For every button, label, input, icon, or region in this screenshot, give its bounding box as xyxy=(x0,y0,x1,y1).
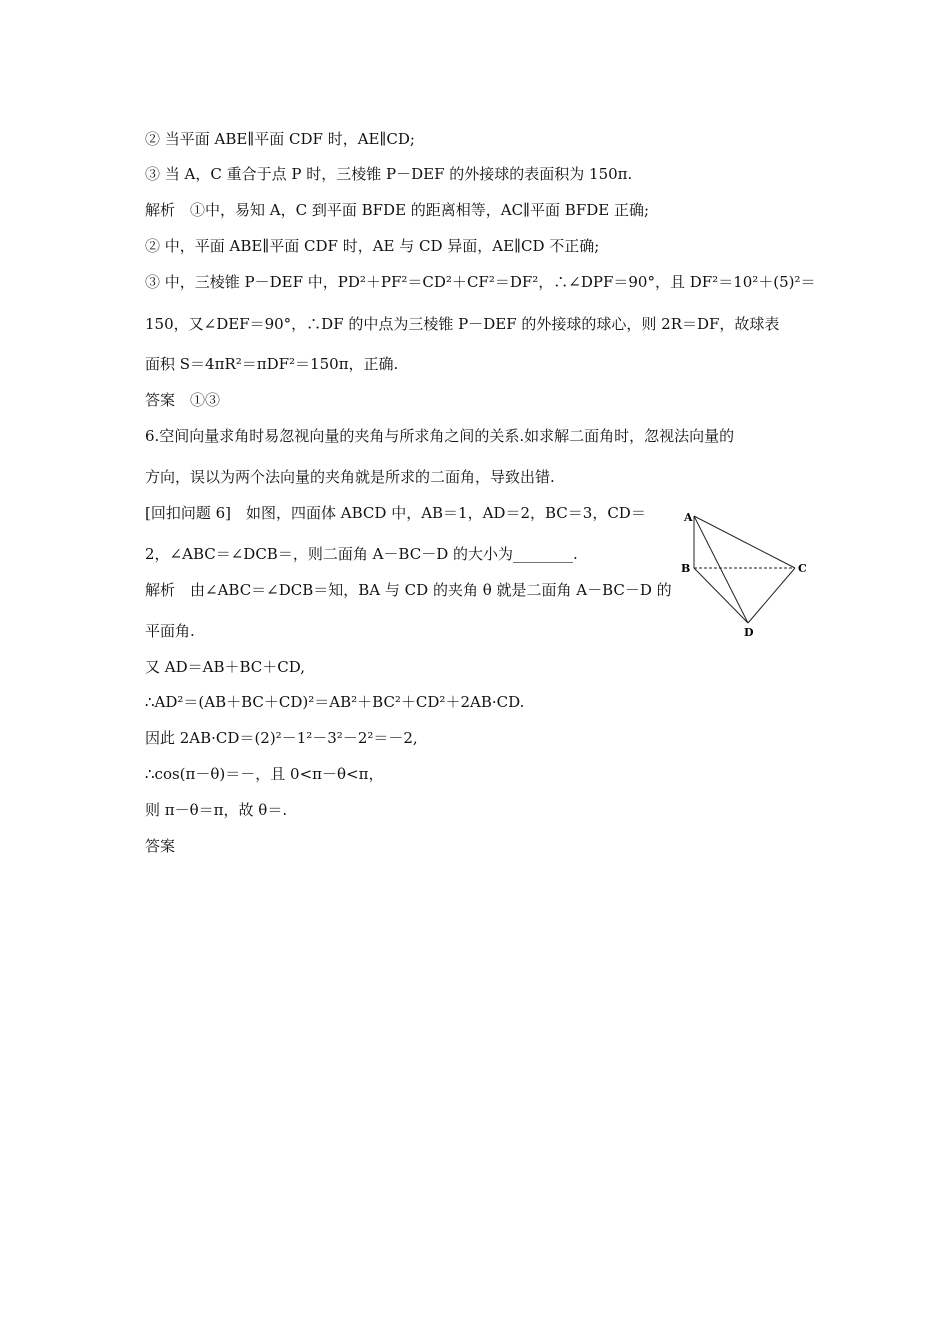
text-line-16: ∴AD²＝(AB＋BC＋CD)²＝AB²＋BC²＋CD²＋2AB·CD. xyxy=(145,693,525,711)
text-line-11: [回扣问题 6] 如图，四面体 ABCD 中，AB＝1，AD＝2，BC＝3，CD＝ xyxy=(145,504,646,522)
text-line-2: ③ 当 A，C 重合于点 P 时，三棱锥 P－DEF 的外接球的表面积为 150π. xyxy=(145,165,633,183)
vertex-label-c: C xyxy=(798,562,807,575)
text-line-17: 因此 2AB·CD＝(2)²－1²－3²－2²＝－2, xyxy=(145,729,418,747)
edge-ad xyxy=(694,516,748,623)
text-line-12: 2，∠ABC＝∠DCB＝，则二面角 A－BC－D 的大小为________. xyxy=(145,545,578,563)
answer-label-1: 答案 ①③ xyxy=(145,391,221,409)
vertex-label-a: A xyxy=(684,511,693,524)
text-line-14: 平面角. xyxy=(145,622,195,640)
text-line-3: 解析 ①中，易知 A，C 到平面 BFDE 的距离相等，AC∥平面 BFDE 正确; xyxy=(145,201,650,219)
text-line-9: 6.空间向量求角时易忽视向量的夹角与所求角之间的关系.如求解二面角时，忽视法向量的 xyxy=(145,427,735,445)
answer-label-2: 答案 xyxy=(145,837,176,855)
text-line-7: 面积 S＝4πR²＝πDF²＝150π，正确. xyxy=(145,355,399,373)
tetrahedron-figure xyxy=(675,505,815,645)
text-line-5: ③ 中，三棱锥 P－DEF 中，PD²＋PF²＝CD²＋CF²＝DF²，∴∠DPF＝90°，且 DF²＝10²＋(5)²＝ xyxy=(145,273,816,291)
vertex-label-d: D xyxy=(744,626,754,639)
edge-bd xyxy=(694,568,748,623)
text-line-10: 方向，误以为两个法向量的夹角就是所求的二面角，导致出错. xyxy=(145,468,555,486)
text-line-6: 150，又∠DEF＝90°，∴DF 的中点为三棱锥 P－DEF 的外接球的球心，则 2R＝DF，故球表 xyxy=(145,315,780,333)
text-line-1: ② 当平面 ABE∥平面 CDF 时，AE∥CD; xyxy=(145,130,415,148)
text-line-13: 解析 由∠ABC＝∠DCB＝知，BA 与 CD 的夹角 θ 就是二面角 A－BC－D 的 xyxy=(145,581,672,599)
text-line-15: 又 AD＝AB＋BC＋CD, xyxy=(145,658,305,676)
text-line-4: ② 中，平面 ABE∥平面 CDF 时，AE 与 CD 异面，AE∥CD 不正确; xyxy=(145,237,600,255)
vertex-label-b: B xyxy=(681,562,691,575)
edge-cd xyxy=(748,568,795,623)
text-line-19: 则 π－θ＝π，故 θ＝. xyxy=(145,801,288,819)
edge-ac xyxy=(694,516,795,568)
text-line-18: ∴cos(π－θ)＝－，且 0<π－θ<π， xyxy=(145,765,384,783)
